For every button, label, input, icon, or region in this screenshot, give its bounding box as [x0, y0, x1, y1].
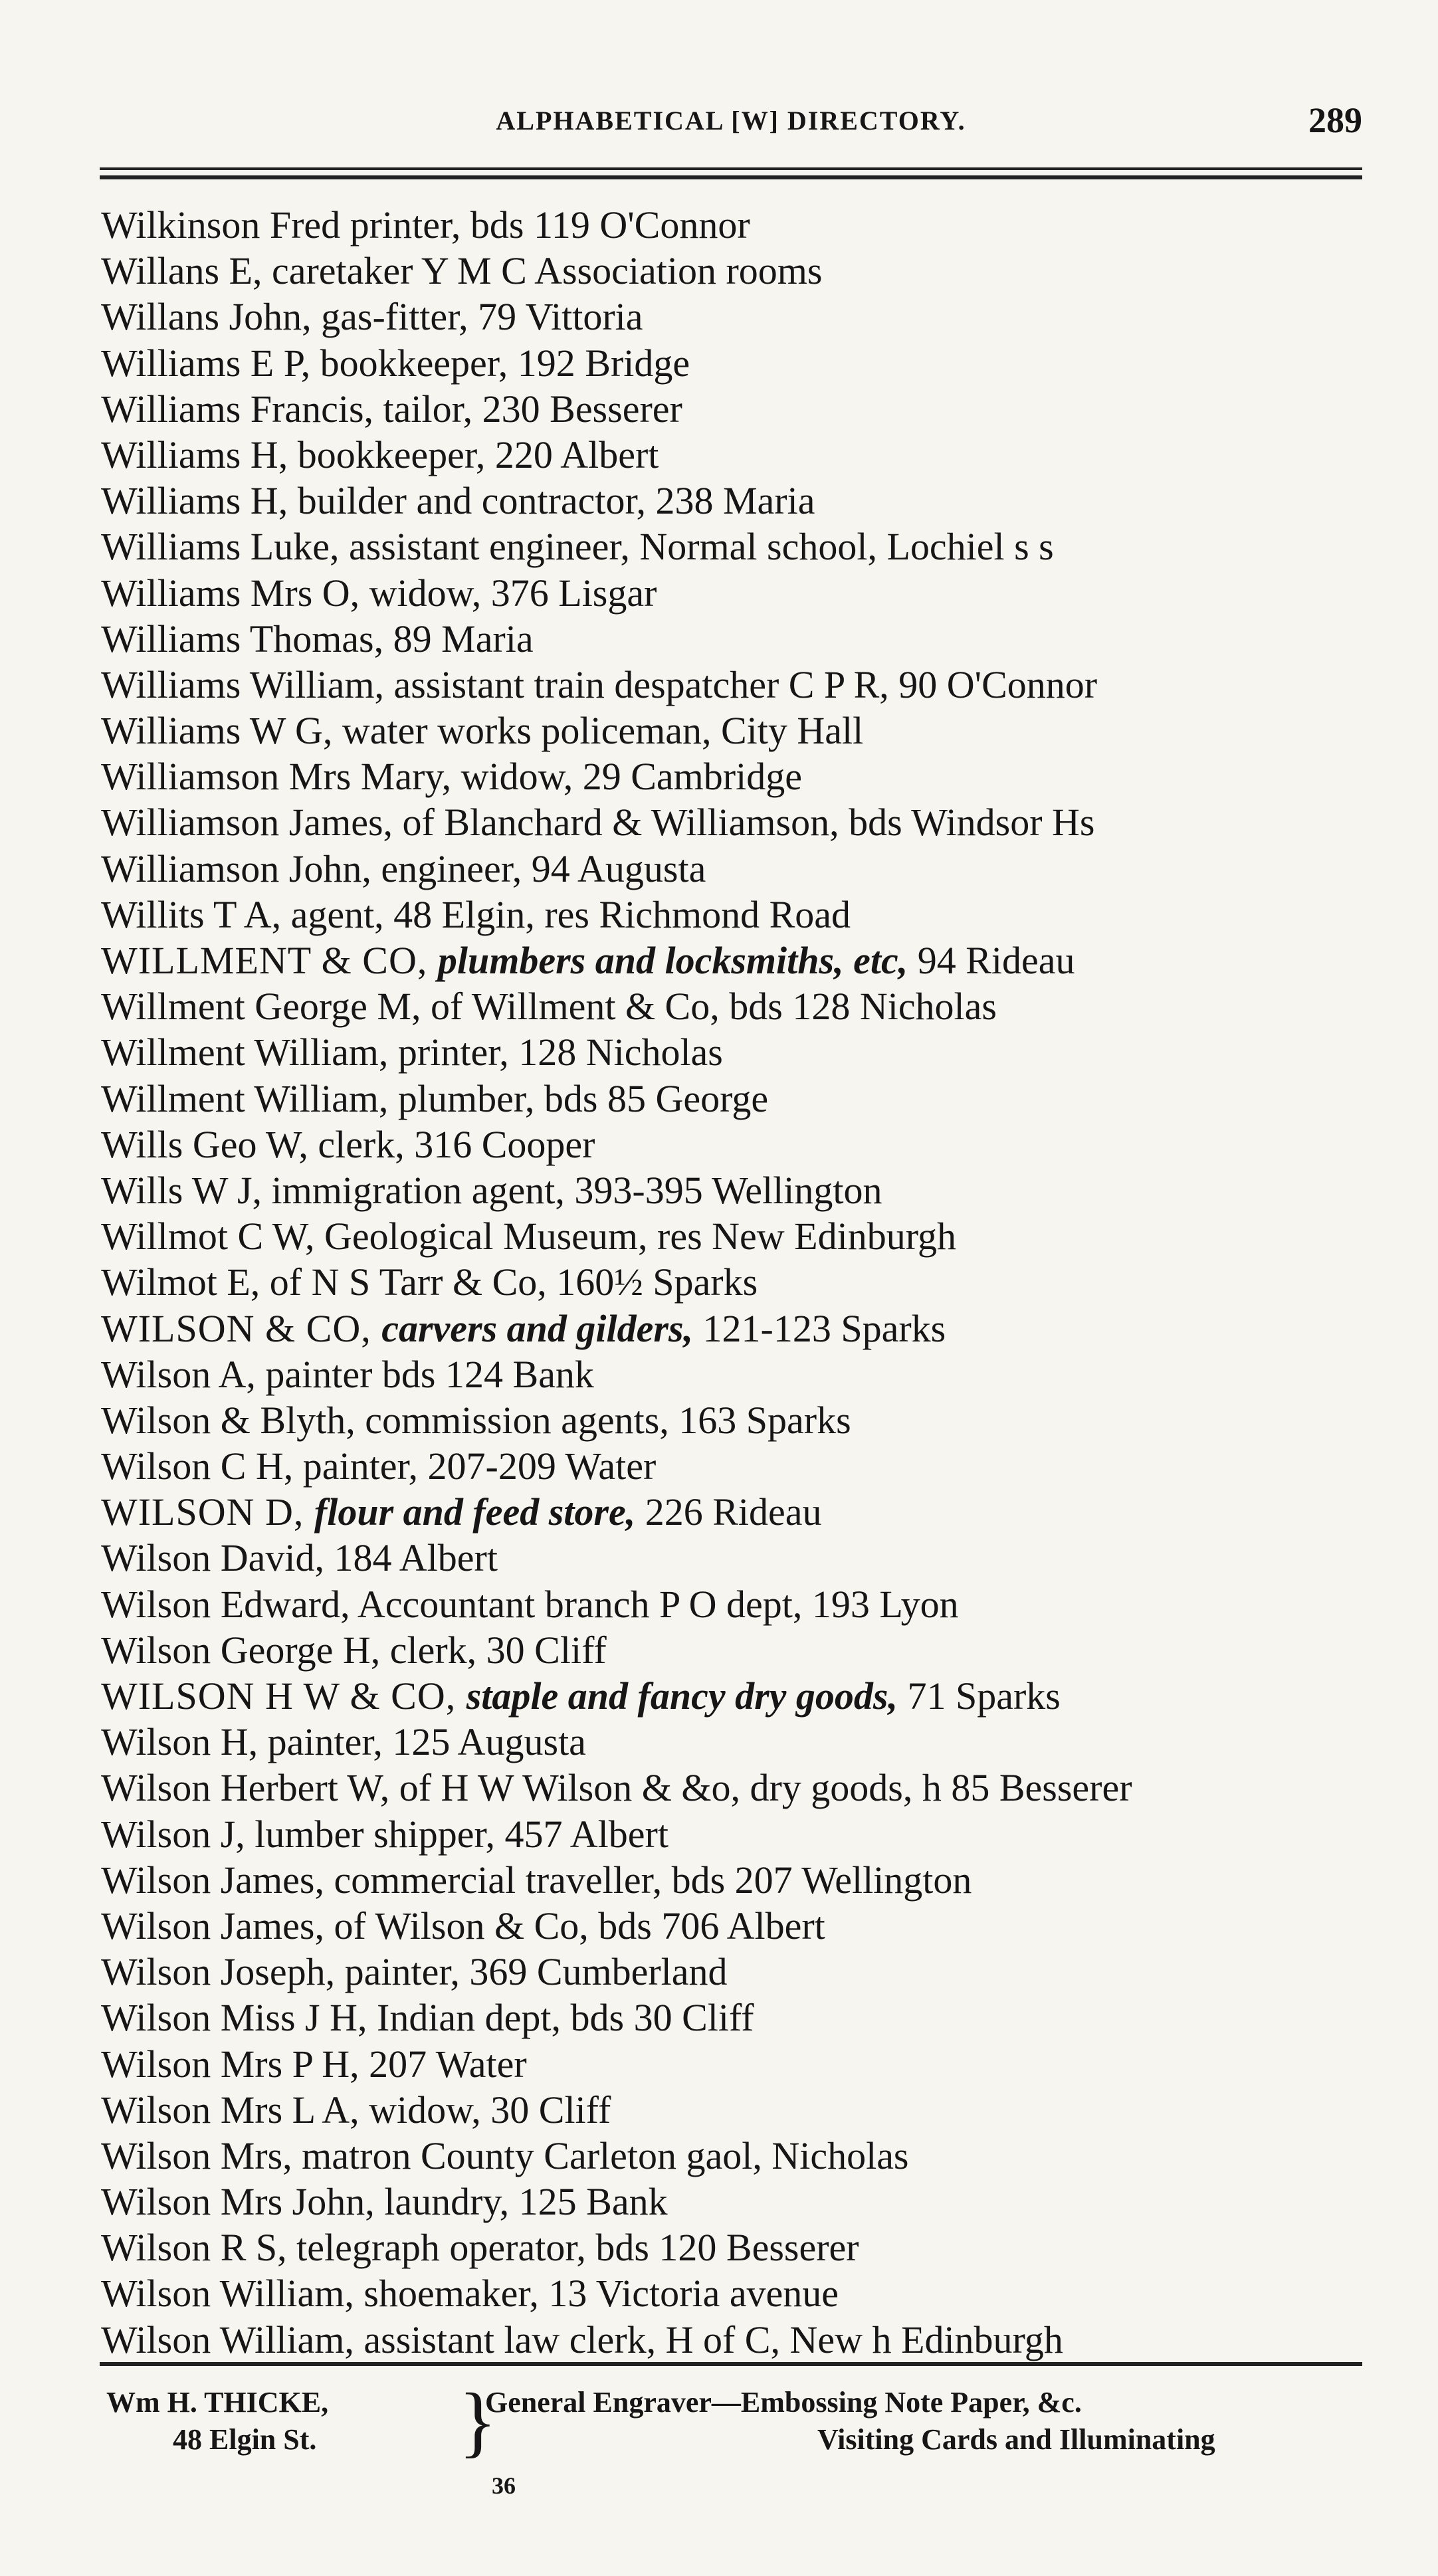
- entry-text: Wilson Herbert W, of H W Wilson & &o, dry goods, h 85 Besserer: [101, 1766, 1132, 1810]
- directory-entry: [101, 1949, 1370, 1995]
- entry-text: Wilson James, commercial traveller, bds 207 Wellington: [101, 1858, 972, 1902]
- entry-text: Willans John, gas-fitter, 79 Vittoria: [101, 295, 643, 339]
- directory-entry: [101, 2270, 1370, 2316]
- entry-text: Williams Thomas, 89 Maria: [101, 617, 534, 660]
- entry-text: Willment George M, of Willment & Co, bds 128 Nicholas: [101, 985, 997, 1029]
- directory-entry: [101, 1351, 1370, 1397]
- directory-entry: [101, 1443, 1370, 1489]
- directory-entry: [101, 1765, 1370, 1811]
- entry-text: Wilson H, painter, 125 Augusta: [101, 1720, 586, 1764]
- directory-entry: [101, 1213, 1370, 1259]
- entry-text: Williams E P, bookkeeper, 192 Bridge: [101, 341, 690, 385]
- entry-text: Wilkinson Fred printer, bds 119 O'Connor: [101, 203, 750, 247]
- entry-business-description: plumbers and locksmiths, etc,: [437, 939, 908, 982]
- entry-text: Williams Mrs O, widow, 376 Lisgar: [101, 571, 657, 615]
- entry-text: Wilson Mrs, matron County Carleton gaol, Nicholas: [101, 2133, 909, 2177]
- directory-entry: [101, 386, 1370, 432]
- entry-text: Williamson James, of Blanchard & Williamson, bds Windsor Hs: [101, 801, 1095, 844]
- entry-text: Wills W J, immigration agent, 393-395 Wellington: [101, 1168, 882, 1212]
- advertiser-name: Wm H. THICKE,: [106, 2386, 329, 2419]
- entry-text: Wilson Mrs P H, 207 Water: [101, 2042, 527, 2086]
- directory-entry: [101, 248, 1370, 294]
- entry-text: WILSON D,: [101, 1490, 314, 1534]
- entry-text: Wilson James, of Wilson & Co, bds 706 Albert: [101, 1904, 825, 1947]
- entry-text: Williams W G, water works policeman, City Hall: [101, 709, 864, 753]
- directory-entry: [101, 1811, 1370, 1857]
- directory-entry: [101, 1397, 1370, 1443]
- page-number: 289: [1308, 100, 1362, 140]
- directory-entry: [101, 983, 1370, 1029]
- directory-entry: [101, 2041, 1370, 2087]
- entry-text: Willans E, caretaker Y M C Association rooms: [101, 249, 823, 293]
- entry-text: Wilmot E, of N S Tarr & Co, 160½ Sparks: [101, 1260, 758, 1304]
- entry-text: Williams William, assistant train despatcher C P R, 90 O'Connor: [101, 662, 1098, 706]
- page-header: [100, 100, 1362, 153]
- entry-text: Willment William, printer, 128 Nicholas: [101, 1031, 723, 1074]
- directory-entry: [101, 1581, 1370, 1627]
- directory-entry: [101, 2317, 1370, 2363]
- advertised-services-line1: General Engraver—Embossing Note Paper, &c.: [485, 2386, 1082, 2419]
- entry-text: WILLMENT & CO,: [101, 939, 438, 982]
- advertiser-address: 48 Elgin St.: [173, 2423, 317, 2456]
- entry-address: 121-123 Sparks: [693, 1306, 946, 1350]
- directory-entry: [101, 1489, 1370, 1535]
- directory-entry: [101, 1029, 1370, 1075]
- footer-rule: [100, 2362, 1362, 2366]
- entry-address: 94 Rideau: [908, 939, 1075, 982]
- directory-entry: [101, 2225, 1370, 2270]
- directory-entry: [101, 1122, 1370, 1167]
- directory-entry: [101, 1259, 1370, 1305]
- entry-text: Wilson George H, clerk, 30 Cliff: [101, 1628, 607, 1672]
- directory-entry: [101, 1903, 1370, 1949]
- entry-text: Wilson C H, painter, 207-209 Water: [101, 1444, 657, 1488]
- entry-text: Wilson William, assistant law clerk, H of C, New h Edinburgh: [101, 2318, 1063, 2361]
- entry-address: 71 Sparks: [897, 1674, 1061, 1718]
- directory-entry: [101, 340, 1370, 386]
- directory-entry: [101, 753, 1370, 799]
- directory-entry: [101, 616, 1370, 662]
- directory-entry: [101, 708, 1370, 753]
- entry-text: Williamson John, engineer, 94 Augusta: [101, 846, 706, 890]
- directory-entry: [101, 1995, 1370, 2040]
- entry-text: Wilson R S, telegraph operator, bds 120 Besserer: [101, 2226, 859, 2270]
- advertised-services-line2: Visiting Cards and Illuminating: [817, 2423, 1215, 2456]
- directory-entry: [101, 799, 1370, 845]
- entry-text: Williams Francis, tailor, 230 Besserer: [101, 387, 682, 431]
- advertisement-footer: [100, 2377, 1362, 2465]
- entry-text: Wilson Mrs L A, widow, 30 Cliff: [101, 2088, 611, 2131]
- entry-text: Willits T A, agent, 48 Elgin, res Richmond Road: [101, 892, 851, 936]
- entry-text: Wilson David, 184 Albert: [101, 1536, 498, 1580]
- directory-entry: [101, 478, 1370, 524]
- directory-entry: [101, 662, 1370, 708]
- entry-text: Williamson Mrs Mary, widow, 29 Cambridge: [101, 755, 802, 799]
- brace-glyph: }: [459, 2377, 497, 2465]
- entry-text: Wilson A, painter bds 124 Bank: [101, 1352, 594, 1396]
- entry-text: Wilson Miss J H, Indian dept, bds 30 Cliff: [101, 1996, 754, 2040]
- entry-text: Wilson & Blyth, commission agents, 163 Sparks: [101, 1398, 851, 1442]
- directory-entry: [101, 892, 1370, 938]
- directory-entry: [101, 1306, 1370, 1351]
- directory-entry: [101, 294, 1370, 340]
- directory-entry: [101, 846, 1370, 892]
- directory-entry: [101, 570, 1370, 616]
- entry-text: Wilson William, shoemaker, 13 Victoria avenue: [101, 2272, 839, 2316]
- directory-entry: [101, 1719, 1370, 1765]
- signature-mark: 36: [492, 2472, 516, 2499]
- running-title: ALPHABETICAL [W] DIRECTORY.: [496, 106, 966, 136]
- entry-text: Williams Luke, assistant engineer, Normal school, Lochiel s s: [101, 525, 1054, 569]
- directory-entry: [101, 1673, 1370, 1719]
- entry-text: Wills Geo W, clerk, 316 Cooper: [101, 1122, 595, 1166]
- entry-text: Wilson Mrs John, laundry, 125 Bank: [101, 2180, 668, 2224]
- directory-entry: [101, 1167, 1370, 1213]
- directory-entry: [101, 938, 1370, 983]
- header-rule-thin: [100, 167, 1362, 170]
- entry-text: WILSON & CO,: [101, 1306, 382, 1350]
- entry-business-description: flour and feed store,: [314, 1490, 636, 1534]
- directory-entry: [101, 202, 1370, 248]
- directory-entry: [101, 2179, 1370, 2225]
- directory-entry: [101, 1857, 1370, 1903]
- entry-text: Williams H, builder and contractor, 238 Maria: [101, 479, 815, 523]
- entry-business-description: carvers and gilders,: [381, 1306, 694, 1350]
- entry-text: Wilson J, lumber shipper, 457 Albert: [101, 1812, 668, 1856]
- entry-business-description: staple and fancy dry goods,: [466, 1674, 898, 1718]
- directory-entry: [101, 524, 1370, 569]
- directory-entry: [101, 2133, 1370, 2179]
- entry-text: Wilson Joseph, painter, 369 Cumberland: [101, 1950, 728, 1994]
- entry-text: Wilson Edward, Accountant branch P O dept, 193 Lyon: [101, 1582, 959, 1626]
- entry-text: Willment William, plumber, bds 85 George: [101, 1076, 769, 1120]
- directory-entry: [101, 1535, 1370, 1581]
- entry-text: Willmot C W, Geological Museum, res New Edinburgh: [101, 1215, 956, 1258]
- header-rule-thick: [100, 175, 1362, 179]
- entry-address: 226 Rideau: [635, 1490, 822, 1534]
- entry-text: Williams H, bookkeeper, 220 Albert: [101, 433, 659, 476]
- directory-entry: [101, 1627, 1370, 1673]
- entry-text: WILSON H W & CO,: [101, 1674, 466, 1718]
- directory-entries: [101, 202, 1370, 2363]
- directory-entry: [101, 1076, 1370, 1122]
- directory-entry: [101, 2087, 1370, 2133]
- directory-entry: [101, 432, 1370, 478]
